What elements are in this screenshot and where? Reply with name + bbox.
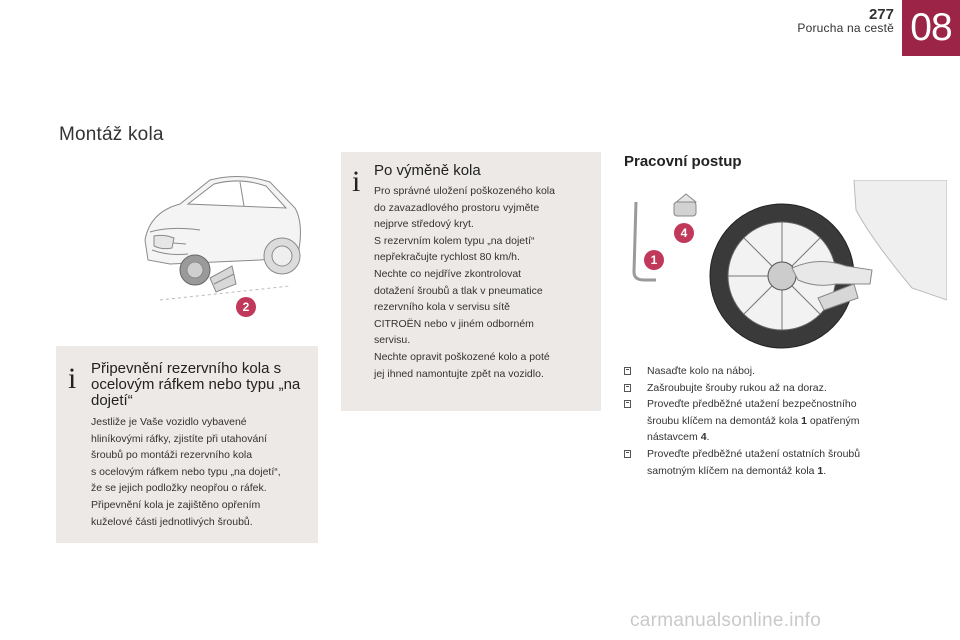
text-line: servisu. (374, 334, 411, 347)
procedure-step (624, 446, 884, 479)
car-jack-illustration (140, 160, 305, 315)
page-number: 277 (868, 6, 894, 23)
text-line: Jestliže je Vaše vozidlo vybavené (91, 416, 247, 428)
step-text: . (706, 431, 710, 444)
checkbox-marker-icon (624, 400, 631, 408)
text-line: šroubů po montáži rezervního kola (91, 449, 253, 462)
step-reference-number: 1 (801, 414, 807, 427)
step-reference-number: 1 (817, 464, 824, 477)
callout-1-label: 1 (650, 253, 658, 267)
text-line: s ocelovým ráfkem nebo typu „na dojetí“, (91, 465, 281, 478)
text-line: že se jejich podložky neopřou o ráfek. (91, 482, 267, 495)
step-text: . (823, 464, 827, 477)
step-text: Proveďte předběžné utažení bezpečnostního šroubu klíčem na demontáž kola (647, 398, 857, 427)
step-text: Zašroubujte šrouby rukou až na doraz. (647, 381, 827, 394)
procedure-step (624, 363, 884, 380)
watermark: carmanualsonline.info (630, 610, 822, 631)
checkbox-marker-icon (624, 367, 631, 375)
info-box-after-change (341, 152, 601, 411)
text-line: Nechte co nejdříve zkontrolovat (374, 267, 522, 280)
checkbox-marker-icon (624, 450, 631, 458)
callout-4-badge (673, 222, 695, 244)
step-text: Nasaďte kolo na náboj. (647, 365, 756, 377)
box-title-spare-wheel: Připevnění rezervního kola s ocelovým ráfkem nebo typu „na dojetí“ (91, 360, 301, 409)
text-line: nepřekračujte rychlost 80 km/h. (374, 251, 520, 264)
wheel-bolt-illustration (622, 180, 947, 355)
text-line: S rezervním kolem typu „na dojetí“ (374, 234, 535, 247)
box-body-spare-wheel (91, 414, 313, 530)
info-icon: i (68, 362, 77, 395)
chapter-tab[interactable]: 08 (902, 0, 960, 56)
callout-1-badge (643, 249, 665, 271)
text-line: Nechte opravit poškozené kolo a poté (374, 350, 550, 363)
step-text: Proveďte předběžné utažení ostatních šroubů samotným klíčem na demontáž kola (647, 447, 861, 477)
checkbox-marker-icon (624, 384, 631, 392)
step-reference-number: 4 (700, 431, 707, 444)
callout-2-badge (235, 296, 257, 318)
text-line: hliníkovými ráfky, zjistíte při utahování (91, 432, 268, 445)
chapter-title: Porucha na cestě (797, 21, 894, 35)
text-line: Pro správné uložení poškozeného kola (374, 185, 555, 197)
text-line: CITROËN nebo v jiném odborném (374, 317, 534, 330)
callout-2-label: 2 (242, 300, 250, 314)
procedure-step (624, 380, 884, 397)
text-line: Připevnění kola je zajištěno opřením (91, 498, 261, 511)
step-text: opatřeným nástavcem (647, 414, 860, 444)
text-line: rezervního kola v servisu sítě (374, 301, 510, 314)
callout-4-label: 4 (680, 226, 688, 240)
procedure-step (624, 396, 884, 446)
text-line: do zavazadlového prostoru vyjměte (374, 201, 540, 214)
box-body-after-change (374, 183, 594, 382)
section-title: Montáž kola (59, 124, 164, 145)
info-icon: i (352, 165, 361, 198)
info-box-spare-wheel (56, 346, 318, 543)
text-line: kuželové části jednotlivých šroubů. (91, 515, 253, 528)
procedure-steps (624, 363, 884, 479)
text-line: jej ihned namontujte zpět na vozidlo. (374, 367, 544, 380)
box-title-after-change: Po výměně kola (374, 162, 481, 179)
text-line: nejprve středový kryt. (374, 218, 474, 231)
text-line: dotažení šroubů a tlak v pneumatice (374, 284, 543, 297)
procedure-title: Pracovní postup (624, 153, 742, 170)
